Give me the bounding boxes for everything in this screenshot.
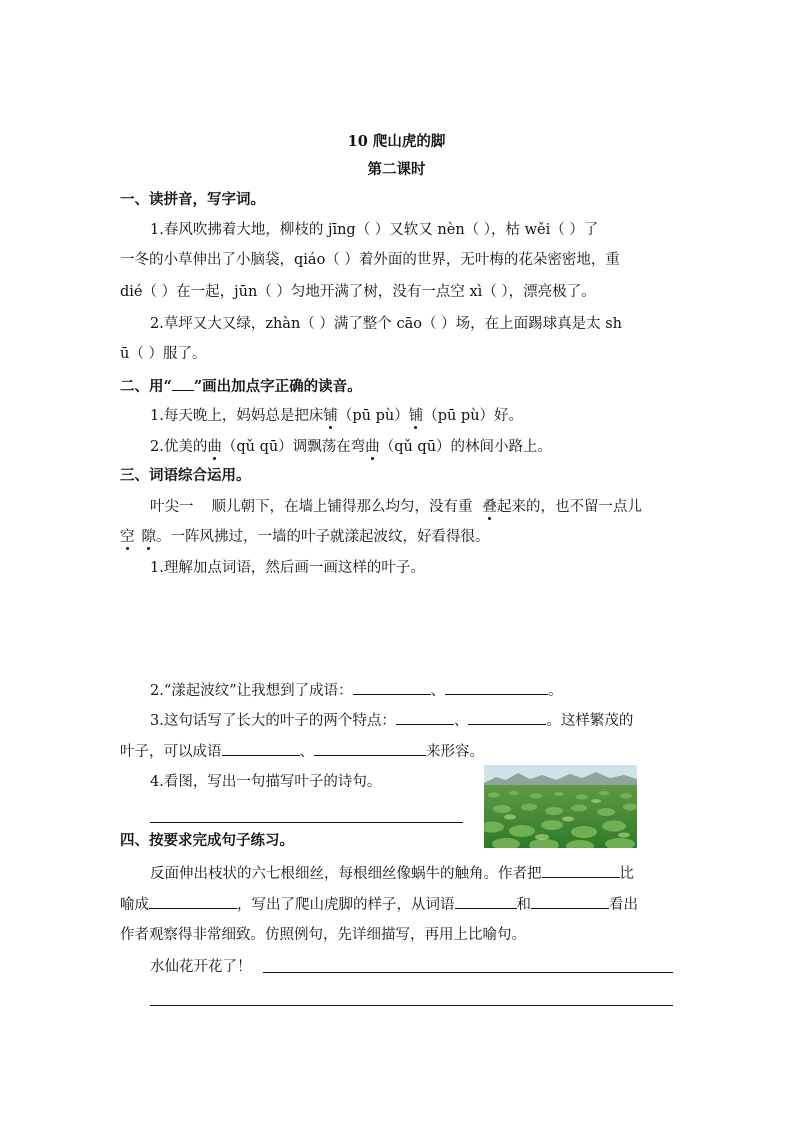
answer-blank[interactable] (445, 679, 548, 695)
dotted-char: 空 (120, 529, 135, 545)
s4-line-4: 水仙花开花了！ (150, 959, 252, 975)
underline-sample (172, 377, 194, 391)
s2-q1-options-1: （pū pù） (337, 408, 409, 424)
answer-blank[interactable] (542, 862, 620, 878)
answer-blank[interactable] (396, 709, 454, 725)
answer-blank[interactable] (353, 679, 431, 695)
s3-p1-text-b: 顺儿朝下，在墙上铺得那么均匀，没有重 (211, 499, 473, 515)
s3-q3-text-c: 叶子，可以成语 (120, 744, 222, 760)
answer-blank[interactable] (222, 740, 300, 756)
answer-blank[interactable] (468, 709, 546, 725)
s3-question-3-cont (120, 740, 484, 762)
answer-blank[interactable] (455, 893, 517, 909)
s3-question-3 (150, 709, 633, 731)
dotted-char: 铺 (408, 408, 424, 424)
section-1-heading: 一、读拼音，写字词。 (120, 191, 265, 208)
s2-q2-text-c: （qǔ qū）的林间小路上。 (379, 439, 553, 455)
s1-line-4: 2.草坪又大又绿，zhàn（ ）满了整个 cāo（ ）场，在上面踢球真是太 sh (150, 316, 623, 332)
answer-line[interactable] (150, 822, 463, 823)
s3-p2-text: 。一阵风拂过，一墙的叶子就漾起波纹，好看得很。 (156, 529, 490, 545)
period: 。 (548, 683, 563, 699)
dotted-char: 铺 (323, 408, 338, 424)
s2-question-1 (150, 406, 523, 426)
answer-blank[interactable] (314, 740, 426, 756)
page-title: 10 爬山虎的脚 (347, 133, 446, 150)
s3-question-1: 1.理解加点词语，然后画一画这样的叶子。 (150, 560, 425, 576)
s3-p1-text-c: 起来的，也不留一点儿 (497, 499, 642, 515)
s4-p2-text-d: 看出 (609, 897, 638, 913)
separator: 、 (430, 683, 446, 699)
s3-question-4: 4.看图，写出一句描写叶子的诗句。 (150, 774, 382, 790)
s4-p1-text-b: 比 (619, 866, 634, 882)
separator: 、 (299, 744, 314, 760)
dotted-char: 曲 (207, 439, 222, 455)
s3-question-2 (150, 679, 563, 701)
s1-line-1: 1.春风吹拂着大地，柳枝的 jīng（ ）又软又 nèn（ ），枯 wěi（ ）了 (150, 222, 599, 238)
s4-p1-text-a: 反面伸出枝状的六七根细丝，每根细丝像蜗牛的触角。作者把 (150, 866, 542, 882)
s1-line-3: dié（ ）在一起，jūn（ ）匀地开满了树，没有一点空 xì（ ），漂亮极了。 (120, 284, 596, 300)
s2-q2-text-b: （qǔ qū）调飘荡在弯 (221, 439, 366, 455)
separator: 、 (453, 713, 469, 729)
s2-heading-part-b: ”画出加点字正确的读音。 (193, 378, 362, 395)
section-2-heading (120, 377, 362, 397)
dotted-char: 叠 (482, 499, 497, 515)
s1-line-2: 一冬的小草伸出了小脑袋，qiáo（ ）着外面的世界，无叶梅的花朵密密地，重 (120, 252, 620, 268)
dotted-char: 曲 (365, 439, 380, 455)
answer-blank[interactable] (149, 893, 237, 909)
s2-heading-part-a: 二、用“ (120, 378, 172, 395)
answer-blank[interactable] (531, 893, 609, 909)
s2-q1-text-a: 1.每天晚上，妈妈总是把床 (150, 408, 324, 424)
s4-line-3: 作者观察得非常细致。仿照例句，先详细描写，再用上比喻句。 (120, 927, 526, 943)
section-3-heading: 三、词语综合运用。 (120, 467, 251, 484)
s2-question-2 (150, 437, 552, 457)
answer-line[interactable] (263, 972, 673, 973)
s3-q3-text-b: 。这样繁茂的 (546, 713, 634, 729)
s3-q2-text: 2.“漾起波纹”让我想到了成语： (150, 683, 353, 699)
s4-p2-text-c: 和 (516, 897, 531, 913)
s4-p2-text-b: ，写出了爬山虎脚的样子，从词语 (237, 897, 455, 913)
dotted-char: 隙 (141, 529, 156, 545)
section-4-heading: 四、按要求完成句子练习。 (120, 832, 294, 849)
s2-q1-options-2: （pū pù）好。 (423, 408, 524, 424)
lotus-pond-photo (484, 765, 637, 848)
s4-line-1 (150, 862, 634, 884)
s3-q3-text-d: 来形容。 (426, 744, 484, 760)
page-subtitle: 第二课时 (367, 161, 426, 178)
answer-line[interactable] (150, 1005, 673, 1006)
s1-line-5: ū（ ）服了。 (120, 346, 207, 362)
s3-passage-line-2 (120, 527, 490, 547)
s3-p1-text-a: 叶尖一 (150, 499, 194, 515)
s3-passage-line-1 (150, 497, 642, 517)
s4-p2-text-a: 喻成 (120, 897, 149, 913)
s3-q3-text-a: 3.这句话写了长大的叶子的两个特点： (150, 713, 396, 729)
s4-line-2 (120, 893, 638, 915)
s2-q2-text-a: 2.优美的 (150, 439, 208, 455)
